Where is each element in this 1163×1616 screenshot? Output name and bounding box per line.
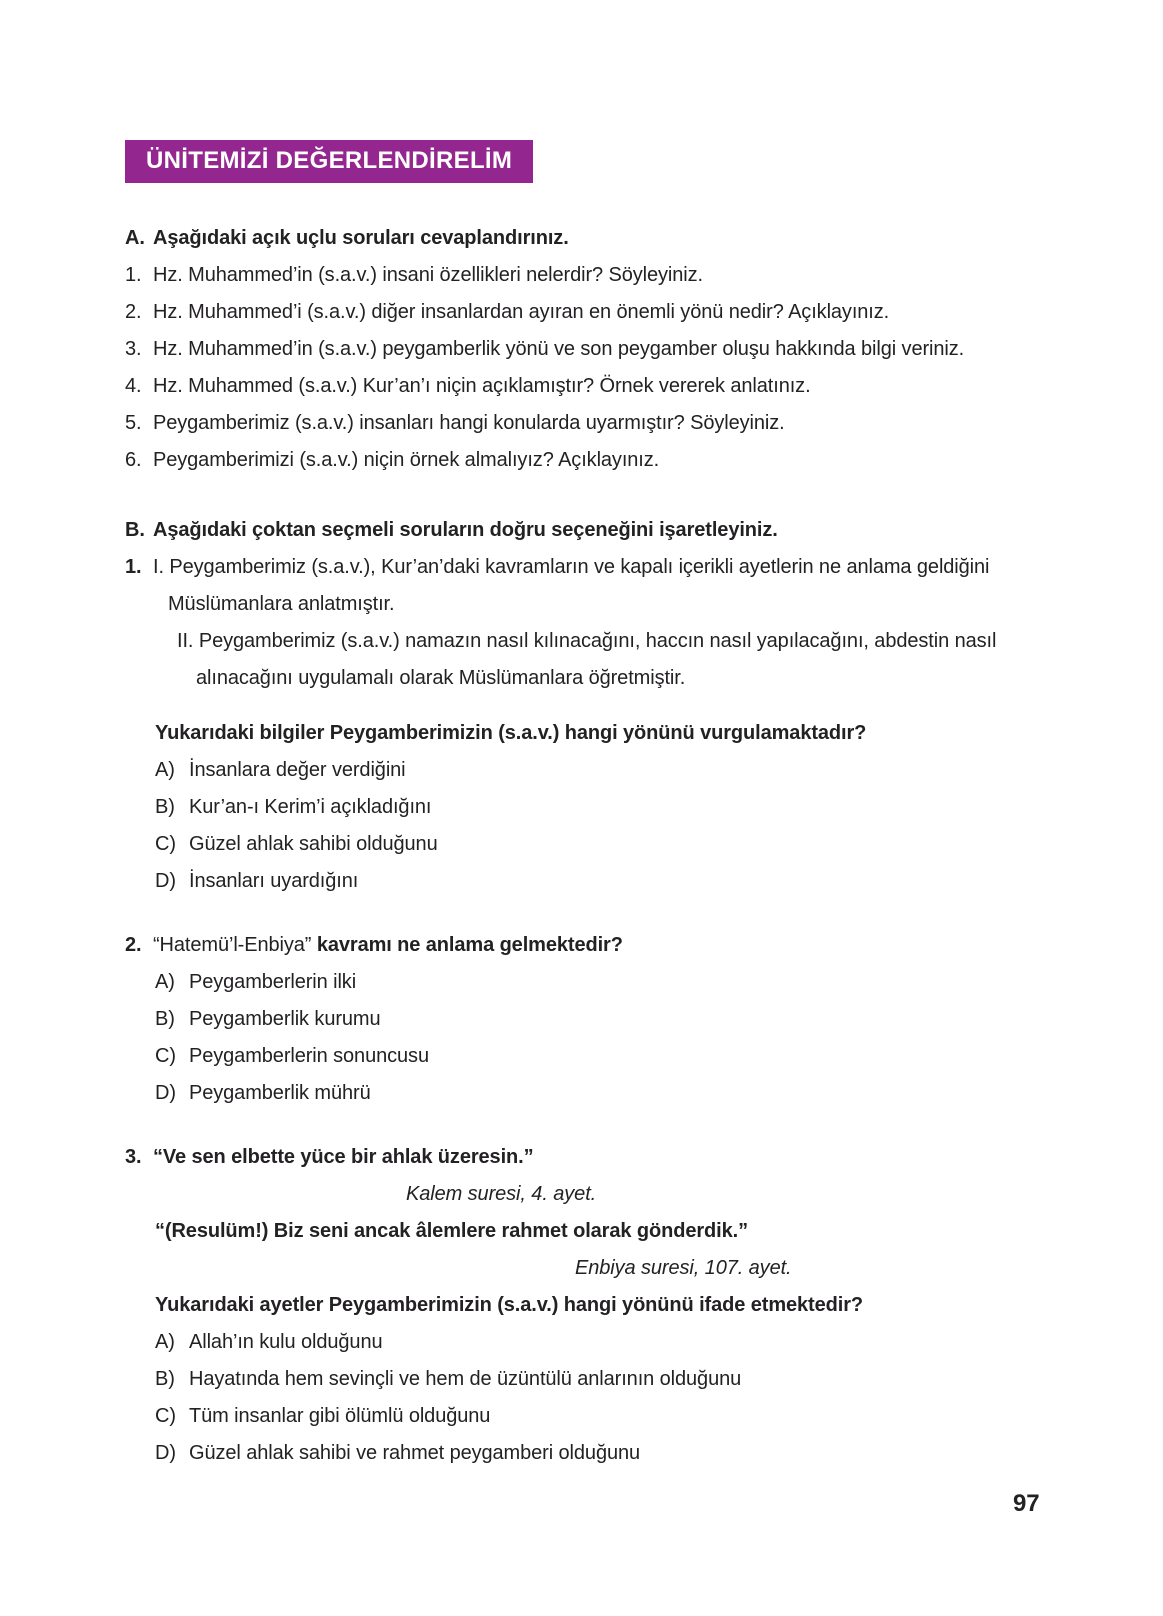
unit-title-banner: ÜNİTEMİZİ DEĞERLENDİRELİM <box>125 140 533 183</box>
section-a-questions <box>125 257 1055 479</box>
mc-question-2-row <box>125 927 1055 964</box>
section-b-letter: B. <box>125 519 145 541</box>
question-text: Hz. Muhammed’in (s.a.v.) insani özellikleri nelerdir? Söyleyiniz. <box>153 264 703 286</box>
option-letter: C) <box>155 1405 176 1427</box>
verse-quote-1: “Ve sen elbette yüce bir ahlak üzeresin.” <box>153 1146 534 1168</box>
option-text: Allah’ın kulu olduğunu <box>189 1331 383 1353</box>
mc-question-2-options <box>155 964 1055 1112</box>
option-letter: D) <box>155 1442 176 1464</box>
option-row <box>155 1361 1055 1398</box>
section-a-letter: A. <box>125 227 145 249</box>
option-row <box>155 964 1055 1001</box>
option-text: Tüm insanlar gibi ölümlü olduğunu <box>189 1405 491 1427</box>
option-row <box>155 1075 1055 1112</box>
page-content <box>125 140 1055 1472</box>
mc-question-1-row <box>125 549 1055 697</box>
option-letter: D) <box>155 870 176 892</box>
option-text: İnsanları uyardığını <box>189 870 359 892</box>
question-number: 2. <box>125 934 142 956</box>
question-number: 4. <box>125 375 142 397</box>
option-text: Güzel ahlak sahibi ve rahmet peygamberi olduğunu <box>189 1442 641 1464</box>
section-b-heading-text: Aşağıdaki çoktan seçmeli soruların doğru seçeneğini işaretleyiniz. <box>153 519 778 541</box>
option-letter: A) <box>155 1331 175 1353</box>
option-letter: D) <box>155 1082 176 1104</box>
section-b-heading <box>125 512 1055 549</box>
lead-question: kavramı ne anlama gelmektedir? <box>316 934 623 956</box>
question-number: 5. <box>125 412 142 434</box>
option-letter: B) <box>155 796 175 818</box>
option-letter: C) <box>155 1045 176 1067</box>
section-a-heading <box>125 220 1055 257</box>
option-letter: A) <box>155 971 175 993</box>
question-text: Hz. Muhammed’in (s.a.v.) peygamberlik yönü ve son peygamber oluşu hakkında bilgi veriniz. <box>153 338 965 360</box>
option-row <box>155 1001 1055 1038</box>
option-text: Kur’an-ı Kerim’i açıkladığını <box>189 796 432 818</box>
mc-question-1-body <box>153 549 1055 697</box>
question-text: Hz. Muhammed (s.a.v.) Kur’an’ı niçin açıklamıştır? Örnek vererek anlatınız. <box>153 375 811 397</box>
question-row <box>125 257 1055 294</box>
mc-question-1 <box>125 549 1055 900</box>
option-letter: A) <box>155 759 175 781</box>
option-row <box>155 752 1055 789</box>
page-number: 97 <box>1013 1490 1040 1517</box>
question-row <box>125 294 1055 331</box>
question-number: 6. <box>125 449 142 471</box>
question-text: Hz. Muhammed’i (s.a.v.) diğer insanlardan ayıran en önemli yönü nedir? Açıklayınız. <box>153 301 890 323</box>
verse-source-2: Enbiya suresi, 107. ayet. <box>575 1257 792 1279</box>
option-letter: B) <box>155 1008 175 1030</box>
option-row <box>155 789 1055 826</box>
question-number: 3. <box>125 1146 142 1168</box>
question-number: 1. <box>125 264 142 286</box>
option-text: Peygamberlik kurumu <box>189 1008 381 1030</box>
option-row <box>155 1435 1055 1472</box>
mc-question-1-options <box>155 752 1055 900</box>
option-text: Peygamberlik mührü <box>189 1082 371 1104</box>
question-text: Peygamberimiz (s.a.v.) insanları hangi konularda uyarmıştır? Söyleyiniz. <box>153 412 785 434</box>
option-row <box>155 826 1055 863</box>
question-number: 2. <box>125 301 142 323</box>
option-text: Peygamberlerin sonuncusu <box>189 1045 429 1067</box>
section-a-heading-text: Aşağıdaki açık uçlu soruları cevaplandırınız. <box>153 227 569 249</box>
unit-title-banner-wrap <box>125 140 1055 183</box>
option-text: Güzel ahlak sahibi olduğunu <box>189 833 438 855</box>
statement-2: II. Peygamberimiz (s.a.v.) namazın nasıl kılınacağını, haccın nasıl yapılacağını, abdestin nasıl alınacağını uygulamalı olarak Müslümanlara öğretmiştir. <box>177 630 997 689</box>
mc-question-2-lead <box>153 927 1055 964</box>
option-row <box>155 1324 1055 1361</box>
option-text: Hayatında hem sevinçli ve hem de üzüntülü anlarının olduğunu <box>189 1368 742 1390</box>
option-text: İnsanlara değer verdiğini <box>189 759 406 781</box>
question-row <box>125 331 1055 368</box>
option-letter: B) <box>155 1368 175 1390</box>
option-text: Peygamberlerin ilki <box>189 971 357 993</box>
verse-source-1: Kalem suresi, 4. ayet. <box>406 1183 597 1205</box>
verse-quote-2: “(Resulüm!) Biz seni ancak âlemlere rahmet olarak gönderdik.” <box>155 1220 748 1242</box>
question-row <box>125 368 1055 405</box>
question-stem: Yukarıdaki ayetler Peygamberimizin (s.a.v.) hangi yönünü ifade etmektedir? <box>155 1294 864 1316</box>
question-number: 3. <box>125 338 142 360</box>
option-row <box>155 863 1055 900</box>
statement-1: I. Peygamberimiz (s.a.v.), Kur’an’daki kavramların ve kapalı içerikli ayetlerin ne anlama geldiğini Müslümanlara anlatmıştır. <box>153 556 990 615</box>
mc-question-3-options <box>155 1324 1055 1472</box>
question-row <box>125 405 1055 442</box>
mc-question-2 <box>125 927 1055 1112</box>
option-row <box>155 1038 1055 1075</box>
question-stem: Yukarıdaki bilgiler Peygamberimizin (s.a.v.) hangi yönünü vurgulamaktadır? <box>155 722 867 744</box>
option-letter: C) <box>155 833 176 855</box>
question-text: Peygamberimizi (s.a.v.) niçin örnek almalıyız? Açıklayınız. <box>153 449 660 471</box>
option-row <box>155 1398 1055 1435</box>
question-row <box>125 442 1055 479</box>
mc-question-3-row <box>125 1139 1055 1176</box>
lead-quote: “Hatemü’l-Enbiya” <box>153 934 317 956</box>
question-number: 1. <box>125 556 142 578</box>
mc-question-3 <box>125 1139 1055 1472</box>
